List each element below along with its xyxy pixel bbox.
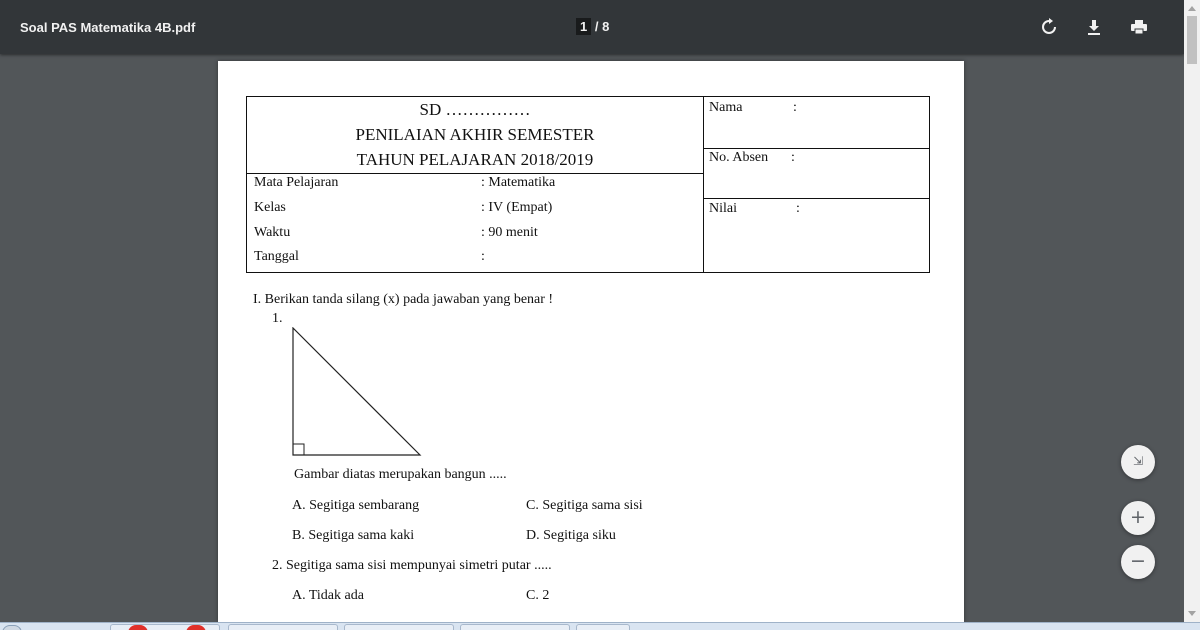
- document-title: Soal PAS Matematika 4B.pdf: [20, 20, 196, 35]
- info-value-date: :: [481, 249, 485, 264]
- page-indicator[interactable]: [576, 19, 609, 34]
- question-1-text: Gambar diatas merupakan bangun .....: [294, 467, 507, 482]
- q2-option-a: A. Tidak ada: [292, 588, 364, 603]
- scroll-down-arrow-icon[interactable]: [1188, 611, 1196, 616]
- info-value-class: : IV (Empat): [481, 200, 553, 215]
- section-instruction: I. Berikan tanda silang (x) pada jawaban yang benar !: [253, 292, 554, 307]
- q1-option-b: B. Segitiga sama kaki: [292, 528, 415, 543]
- zoom-out-button[interactable]: −: [1121, 545, 1155, 579]
- zoom-in-button[interactable]: +: [1121, 501, 1155, 535]
- right-triangle-figure: [292, 327, 422, 457]
- info-label-subject: Mata Pelajaran: [254, 175, 339, 190]
- scroll-thumb[interactable]: [1187, 16, 1197, 64]
- q1-option-c: C. Segitiga sama sisi: [526, 498, 643, 513]
- q2-option-c: C. 2: [526, 588, 550, 603]
- rotate-icon[interactable]: [1040, 18, 1058, 36]
- info-value-time: : 90 menit: [481, 225, 538, 240]
- info-label-time: Waktu: [254, 225, 291, 240]
- field-colon-name: :: [793, 100, 797, 115]
- school-name: SD ……………: [419, 100, 531, 119]
- os-taskbar: [0, 622, 1200, 630]
- vertical-scrollbar[interactable]: [1184, 0, 1200, 622]
- taskbar-app-5[interactable]: [576, 624, 630, 630]
- field-label-name: Nama: [709, 100, 743, 115]
- scroll-up-arrow-icon[interactable]: [1188, 6, 1196, 11]
- pdf-toolbar: [0, 0, 1184, 54]
- start-button[interactable]: [2, 625, 22, 630]
- q1-option-a: A. Segitiga sembarang: [292, 498, 420, 513]
- page-total: / 8: [594, 19, 610, 34]
- taskbar-app-3[interactable]: [344, 624, 454, 630]
- exam-title: PENILAIAN AKHIR SEMESTER: [355, 125, 595, 144]
- fit-to-page-button[interactable]: ⇲: [1121, 445, 1155, 479]
- pdf-page: [218, 61, 964, 622]
- field-colon-absen: :: [791, 150, 795, 165]
- current-page[interactable]: 1: [576, 18, 591, 35]
- question-1-number: 1.: [272, 311, 283, 326]
- taskbar-app-4[interactable]: [460, 624, 570, 630]
- exam-header-table: [246, 96, 930, 273]
- info-value-subject: : Matematika: [481, 175, 556, 190]
- print-icon[interactable]: [1130, 18, 1148, 36]
- field-label-absen: No. Absen: [709, 150, 769, 165]
- info-label-date: Tanggal: [254, 249, 299, 264]
- taskbar-app-2[interactable]: [228, 624, 338, 630]
- q1-option-d: D. Segitiga siku: [526, 528, 616, 543]
- download-icon[interactable]: [1085, 18, 1103, 36]
- academic-year: TAHUN PELAJARAN 2018/2019: [356, 150, 594, 169]
- question-2-text: 2. Segitiga sama sisi mempunyai simetri putar .....: [272, 558, 552, 573]
- info-label-class: Kelas: [254, 200, 286, 215]
- field-colon-score: :: [796, 201, 800, 216]
- field-label-score: Nilai: [709, 201, 737, 216]
